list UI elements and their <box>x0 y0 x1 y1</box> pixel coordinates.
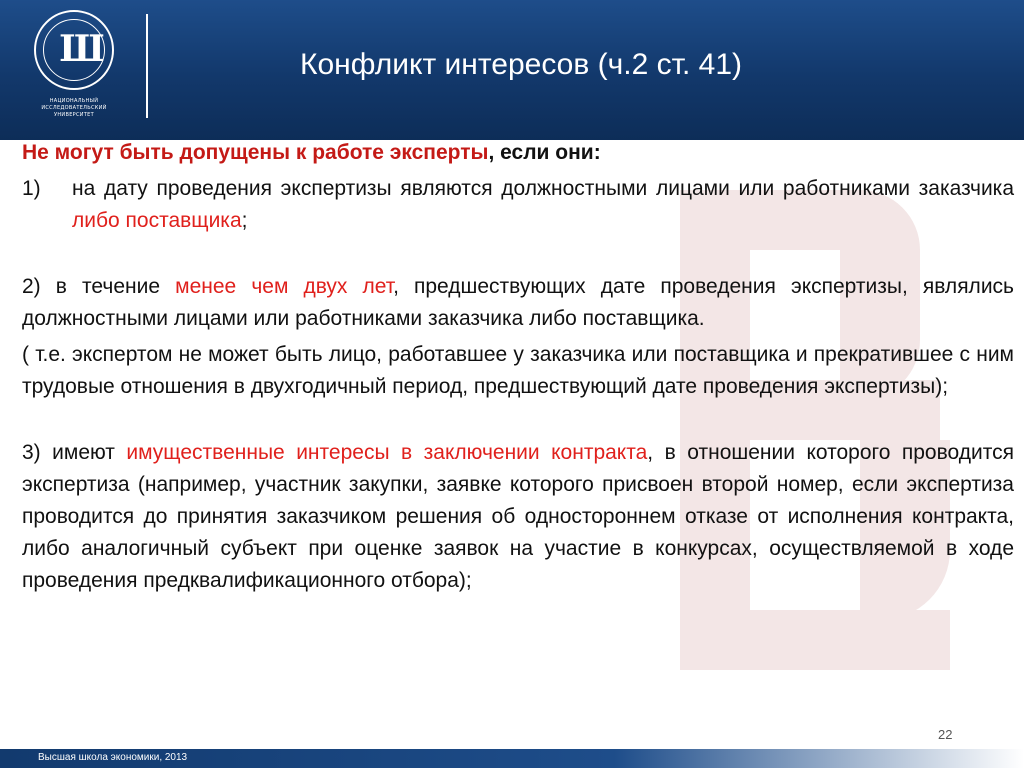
slide-body <box>22 137 1014 597</box>
logo-emblem-icon: Ш <box>34 10 114 90</box>
footer-caption: Высшая школа экономики, 2013 <box>38 752 188 763</box>
slide-header <box>0 0 1024 140</box>
lead-line: Не могут быть допущены к работе эксперты, если они: <box>22 141 601 164</box>
slide-title: Конфликт интересов (ч.2 ст. 41) <box>300 48 743 81</box>
page-number: 22 <box>938 727 953 742</box>
university-logo <box>22 10 126 125</box>
list-item-3: 3) имеют имущественные интересы в заключении контракта, в отношении которого проводится экспертиза (например, участник закупки, заявке которого присвоен второй номер, если экспертиза проводится до принятия заказчиком решения об одностороннем отказе от исполнения контракта, либо аналогичный субъект при оценке заявок на участие в конкурсах, осуществляемой в ходе проведения предквалификационного отбора); <box>22 441 1014 592</box>
header-divider <box>146 14 148 118</box>
clarification-note: ( т.е. экспертом не может быть лицо, работавшее у заказчика или поставщика и прекратившее с ним трудовые отношения в двухгодичный период, предшествующий дате проведения экспертизы); <box>22 343 1014 398</box>
list-item-2: 2) в течение менее чем двух лет, предшествующих дате проведения экспертизы, являлись должностными лицами или работниками заказчика либо поставщика. <box>22 275 1014 330</box>
list-item-1: 1) на дату проведения экспертизы являются должностными лицами или работниками заказчика либо поставщика; <box>22 177 1014 232</box>
logo-caption: НАЦИОНАЛЬНЫЙ ИССЛЕДОВАТЕЛЬСКИЙ УНИВЕРСИТЕТ <box>41 98 107 118</box>
